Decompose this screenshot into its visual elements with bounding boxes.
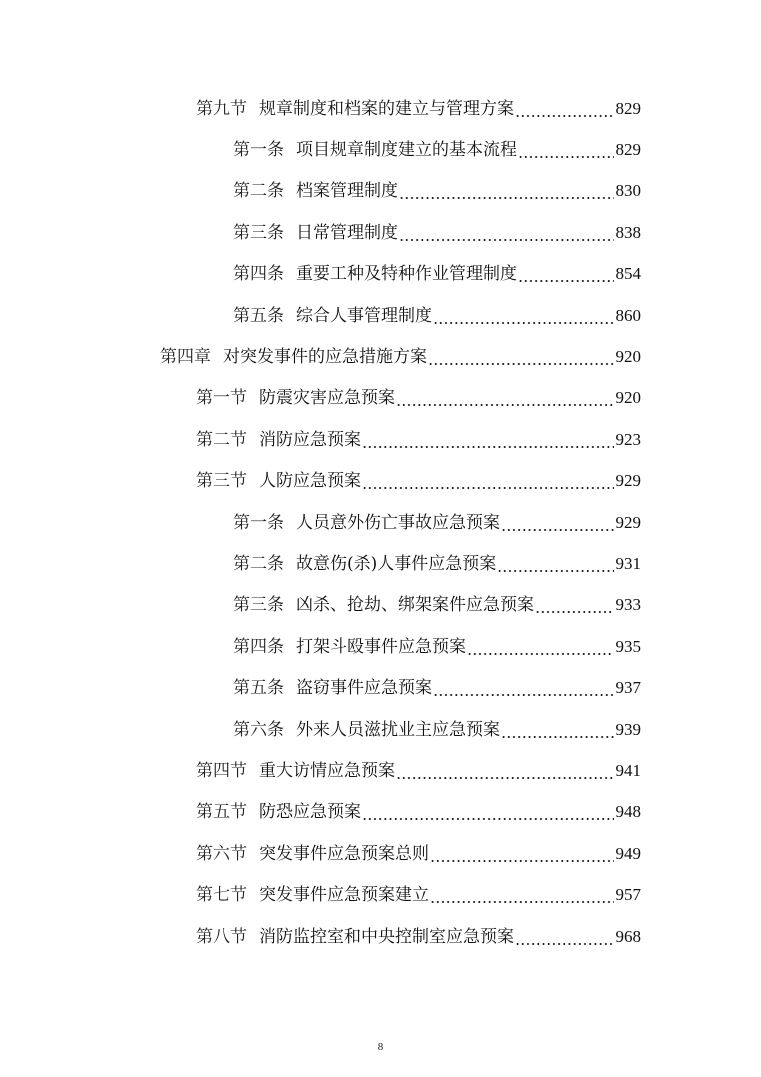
toc-entry-number: 第五节 — [196, 802, 247, 823]
toc-entry-title: 盗窃事件应急预案 — [296, 678, 432, 699]
dot-leader — [433, 678, 614, 698]
dot-leader — [515, 99, 614, 119]
toc-entry-title: 防震灾害应急预案 — [259, 388, 395, 409]
toc-entry-title: 突发事件应急预案总则 — [259, 843, 429, 864]
toc-entry-page: 957 — [615, 885, 641, 905]
table-of-contents — [0, 88, 761, 957]
toc-entry[interactable] — [0, 833, 761, 874]
toc-entry-number: 第四条 — [233, 264, 284, 285]
toc-entry-number: 第二节 — [196, 429, 247, 450]
dot-leader — [428, 347, 614, 367]
toc-entry-page: 838 — [615, 222, 641, 242]
dot-leader — [430, 844, 614, 864]
toc-entry-number: 第五条 — [233, 305, 284, 326]
toc-entry-title: 故意伤(杀)人事件应急预案 — [296, 553, 497, 574]
toc-entry-page: 860 — [615, 305, 641, 325]
dot-leader — [396, 388, 614, 408]
toc-entry-title: 凶杀、抢劫、绑架案件应急预案 — [296, 595, 534, 616]
dot-leader — [399, 181, 614, 201]
dot-leader — [497, 554, 613, 574]
toc-entry-page: 935 — [615, 636, 641, 656]
toc-entry-page: 931 — [615, 553, 641, 573]
toc-entry[interactable] — [0, 419, 761, 460]
toc-entry-number: 第七节 — [196, 885, 247, 906]
dot-leader — [518, 140, 614, 160]
dot-leader — [501, 720, 614, 740]
toc-entry-number: 第六条 — [233, 719, 284, 740]
toc-entry-title: 突发事件应急预案建立 — [259, 885, 429, 906]
toc-entry-number: 第四节 — [196, 760, 247, 781]
toc-entry[interactable] — [0, 336, 761, 377]
dot-leader — [535, 595, 614, 615]
toc-entry-page: 941 — [615, 760, 641, 780]
toc-entry-title: 重要工种及特种作业管理制度 — [296, 264, 517, 285]
toc-entry-page: 829 — [615, 98, 641, 118]
toc-entry[interactable] — [0, 502, 761, 543]
toc-entry-page: 920 — [615, 388, 641, 408]
toc-entry-title: 重大访情应急预案 — [259, 760, 395, 781]
dot-leader — [467, 637, 614, 657]
toc-entry-number: 第一节 — [196, 388, 247, 409]
toc-entry-page: 949 — [615, 843, 641, 863]
toc-entry[interactable] — [0, 171, 761, 212]
toc-entry-number: 第四条 — [233, 636, 284, 657]
toc-entry-page: 937 — [615, 678, 641, 698]
toc-entry-number: 第三条 — [233, 595, 284, 616]
toc-entry-title: 消防应急预案 — [259, 429, 361, 450]
toc-entry[interactable] — [0, 626, 761, 667]
toc-entry-number: 第三节 — [196, 471, 247, 492]
toc-entry[interactable] — [0, 295, 761, 336]
toc-entry[interactable] — [0, 585, 761, 626]
toc-entry[interactable] — [0, 378, 761, 419]
toc-entry-number: 第二条 — [233, 181, 284, 202]
dot-leader — [396, 761, 614, 781]
toc-entry[interactable] — [0, 874, 761, 915]
toc-entry-number: 第三条 — [233, 222, 284, 243]
toc-entry-page: 948 — [615, 802, 641, 822]
toc-entry-number: 第六节 — [196, 843, 247, 864]
dot-leader — [362, 430, 614, 450]
toc-entry[interactable] — [0, 667, 761, 708]
toc-entry-page: 854 — [615, 264, 641, 284]
toc-entry-title: 人防应急预案 — [259, 471, 361, 492]
toc-entry-page: 920 — [615, 347, 641, 367]
toc-entry-number: 第一条 — [233, 512, 284, 533]
toc-entry-title: 项目规章制度建立的基本流程 — [296, 140, 517, 161]
toc-entry-page: 968 — [615, 926, 641, 946]
dot-leader — [501, 513, 614, 533]
toc-entry-title: 打架斗殴事件应急预案 — [296, 636, 466, 657]
toc-entry-title: 消防监控室和中央控制室应急预案 — [259, 926, 514, 947]
toc-entry-title: 外来人员滋扰业主应急预案 — [296, 719, 500, 740]
toc-entry-page: 829 — [615, 140, 641, 160]
page-number: 8 — [377, 1041, 384, 1053]
toc-entry[interactable] — [0, 461, 761, 502]
toc-entry[interactable] — [0, 709, 761, 750]
toc-entry-number: 第五条 — [233, 678, 284, 699]
dot-leader — [430, 885, 614, 905]
dot-leader — [433, 306, 614, 326]
toc-entry[interactable] — [0, 916, 761, 957]
toc-entry-number: 第四章 — [160, 347, 211, 368]
toc-entry-title: 综合人事管理制度 — [296, 305, 432, 326]
toc-entry-number: 第八节 — [196, 926, 247, 947]
toc-entry-page: 929 — [615, 471, 641, 491]
dot-leader — [518, 264, 614, 284]
toc-entry-title: 档案管理制度 — [296, 181, 398, 202]
toc-entry[interactable] — [0, 212, 761, 253]
dot-leader — [362, 471, 614, 491]
toc-entry[interactable] — [0, 129, 761, 170]
dot-leader — [515, 927, 614, 947]
toc-entry-title: 防恐应急预案 — [259, 802, 361, 823]
toc-entry-title: 人员意外伤亡事故应急预案 — [296, 512, 500, 533]
toc-entry[interactable] — [0, 88, 761, 129]
dot-leader — [362, 802, 614, 822]
toc-entry-page: 929 — [615, 512, 641, 532]
toc-entry[interactable] — [0, 792, 761, 833]
toc-entry[interactable] — [0, 750, 761, 791]
toc-entry[interactable] — [0, 543, 761, 584]
toc-entry-number: 第一条 — [233, 140, 284, 161]
toc-entry-title: 对突发事件的应急措施方案 — [223, 347, 427, 368]
toc-entry-number: 第二条 — [233, 553, 284, 574]
toc-entry-page: 933 — [615, 595, 641, 615]
toc-entry-title: 规章制度和档案的建立与管理方案 — [259, 98, 514, 119]
toc-entry-title: 日常管理制度 — [296, 222, 398, 243]
dot-leader — [399, 223, 614, 243]
toc-entry-page: 830 — [615, 181, 641, 201]
toc-entry-number: 第九节 — [196, 98, 247, 119]
toc-entry[interactable] — [0, 254, 761, 295]
toc-entry-page: 923 — [615, 429, 641, 449]
toc-entry-page: 939 — [615, 719, 641, 739]
